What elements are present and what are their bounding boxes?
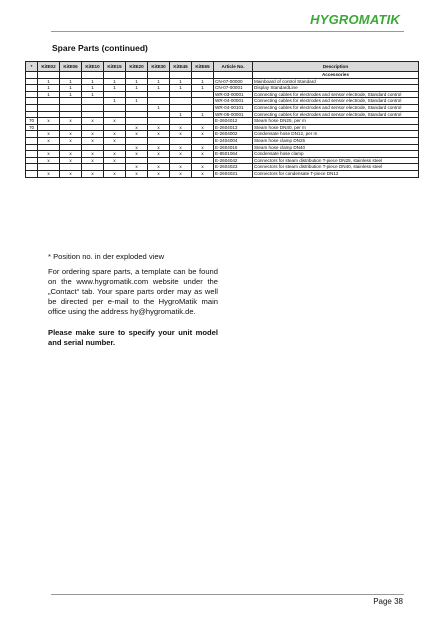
table-cell [170, 104, 192, 111]
table-cell [104, 72, 126, 79]
table-row [26, 144, 419, 151]
table-cell [148, 91, 170, 98]
table-cell [26, 72, 38, 79]
table-cell: x [192, 164, 214, 171]
table-cell: x [170, 144, 192, 151]
article-no-cell: WR-06-00001 [214, 111, 253, 118]
table-cell [126, 111, 148, 118]
table-cell [170, 98, 192, 105]
article-no-cell: E-2604002 [214, 131, 253, 138]
table-cell: 1 [82, 91, 104, 98]
table-cell: x [126, 151, 148, 158]
table-cell [82, 111, 104, 118]
table-cell [192, 137, 214, 144]
table-cell [26, 78, 38, 85]
model-serial-notice: Please make sure to specify your unit model and serial number. [48, 328, 218, 347]
table-cell [192, 104, 214, 111]
table-cell [82, 104, 104, 111]
description-cell: Condensate hose clamp [253, 151, 419, 158]
article-no-cell: WR-04-00101 [214, 104, 253, 111]
column-header: KitE45 [170, 62, 192, 72]
table-row [26, 157, 419, 164]
table-cell: 1 [170, 78, 192, 85]
table-cell [26, 131, 38, 138]
table-cell [26, 164, 38, 171]
description-cell: Condensate hose DN12, per m [253, 131, 419, 138]
table-cell [148, 72, 170, 79]
table-cell [126, 118, 148, 125]
table-cell: x [104, 170, 126, 177]
description-cell: Connectors for condensate T-piece DN12 [253, 170, 419, 177]
table-row [26, 85, 419, 92]
table-cell: 1 [192, 111, 214, 118]
table-cell [126, 72, 148, 79]
table-row [26, 78, 419, 85]
table-cell [82, 164, 104, 171]
table-cell [38, 111, 60, 118]
table-cell: 1 [126, 85, 148, 92]
logo-text: HYGROMATIK [310, 12, 400, 27]
article-no-cell: E-2604013 [214, 124, 253, 131]
table-cell [126, 157, 148, 164]
table-cell [26, 91, 38, 98]
table-cell [192, 118, 214, 125]
table-cell: 1 [148, 104, 170, 111]
table-row [26, 91, 419, 98]
table-cell: 1 [126, 98, 148, 105]
table-row [26, 124, 419, 131]
table-cell [38, 144, 60, 151]
table-cell [26, 170, 38, 177]
table-cell: x [82, 118, 104, 125]
table-cell [214, 72, 253, 79]
description-cell: Steam hose clamp DN25 [253, 137, 419, 144]
table-cell: x [38, 131, 60, 138]
table-cell [126, 137, 148, 144]
table-cell: x [148, 131, 170, 138]
table-cell: 1 [104, 85, 126, 92]
table-cell: x [192, 144, 214, 151]
table-cell: x [60, 151, 82, 158]
table-cell: x [170, 131, 192, 138]
description-cell: Steam hose DN40, per m [253, 124, 419, 131]
article-no-cell: CN-07-00000 [214, 78, 253, 85]
table-cell [60, 164, 82, 171]
article-no-cell: E-2604023 [214, 164, 253, 171]
footer-divider [51, 594, 404, 595]
table-cell [82, 72, 104, 79]
table-cell: 1 [60, 78, 82, 85]
column-header: Description [253, 62, 419, 72]
table-cell [104, 91, 126, 98]
table-cell [82, 124, 104, 131]
table-cell: 1 [60, 85, 82, 92]
table-cell: x [82, 170, 104, 177]
table-cell: 70 [26, 118, 38, 125]
description-cell: Connecting cables for electrodes and sensor electrode, Standard control [253, 111, 419, 118]
table-row [26, 118, 419, 125]
table-cell [148, 118, 170, 125]
table-cell [104, 104, 126, 111]
column-header: KitE02 [38, 62, 60, 72]
table-cell [26, 157, 38, 164]
table-cell: x [60, 131, 82, 138]
section-row [26, 72, 419, 79]
table-body [26, 72, 419, 178]
description-cell: Connecting cables for electrodes and sensor electrode, Standard control [253, 98, 419, 105]
table-cell [26, 85, 38, 92]
article-no-cell: E-2604012 [214, 118, 253, 125]
table-cell [104, 144, 126, 151]
table-row [26, 137, 419, 144]
table-cell: x [192, 170, 214, 177]
table-cell [170, 72, 192, 79]
table-cell: x [126, 164, 148, 171]
table-cell: x [148, 164, 170, 171]
table-cell: x [38, 118, 60, 125]
table-cell: 1 [82, 85, 104, 92]
table-cell [192, 91, 214, 98]
table-cell: x [192, 124, 214, 131]
table-cell: 1 [192, 85, 214, 92]
table-cell [26, 98, 38, 105]
table-row [26, 164, 419, 171]
description-cell: Connectors for steam distribution T-piece DN40, stainless steel [253, 164, 419, 171]
table-row [26, 170, 419, 177]
article-no-cell: WR-04-00001 [214, 98, 253, 105]
table-cell: x [104, 151, 126, 158]
table-cell [170, 137, 192, 144]
table-cell: 1 [104, 78, 126, 85]
table-cell: x [170, 124, 192, 131]
spare-parts-table [25, 61, 419, 178]
table-cell: x [38, 137, 60, 144]
table-cell: 1 [60, 91, 82, 98]
table-cell [126, 91, 148, 98]
table-cell [148, 98, 170, 105]
table-cell [82, 144, 104, 151]
table-cell: x [104, 137, 126, 144]
table-cell: x [38, 170, 60, 177]
description-cell: Steam hose DN25, per m [253, 118, 419, 125]
description-cell: Connecting cables for electrodes and sensor electrode, Standard control [253, 91, 419, 98]
table-cell: 1 [148, 85, 170, 92]
table-cell: x [82, 131, 104, 138]
table-cell: x [148, 170, 170, 177]
column-header: KitE06 [60, 62, 82, 72]
table-row [26, 98, 419, 105]
table-cell [60, 144, 82, 151]
table-cell [60, 98, 82, 105]
table-row [26, 131, 419, 138]
table-cell [170, 118, 192, 125]
table-cell [38, 164, 60, 171]
table-cell: 1 [38, 85, 60, 92]
column-header: KitE20 [126, 62, 148, 72]
table-cell [38, 104, 60, 111]
table-cell [192, 157, 214, 164]
table-cell: x [38, 151, 60, 158]
table-cell: x [170, 170, 192, 177]
table-cell: 1 [82, 78, 104, 85]
table-cell: x [38, 157, 60, 164]
footnote: * Position no. in der exploded view [48, 252, 165, 261]
section-label: Accessories [253, 72, 419, 79]
ordering-instructions: For ordering spare parts, a template can be found on the www.hygromatik.com website under the „Contact“ tab. Your spare parts order may as well be directed per e-mail to the HygroMatik main office using the address hy@hygromatik.de. [48, 267, 218, 316]
table-cell [170, 91, 192, 98]
table-cell: 1 [148, 78, 170, 85]
table-cell [26, 137, 38, 144]
table-cell: x [60, 137, 82, 144]
table-cell [60, 124, 82, 131]
table-cell: 1 [192, 78, 214, 85]
table-cell [148, 111, 170, 118]
table-cell [170, 157, 192, 164]
table-cell: x [192, 151, 214, 158]
table-cell: x [82, 157, 104, 164]
article-no-cell: E-8501064 [214, 151, 253, 158]
table-cell [60, 72, 82, 79]
table-cell [26, 151, 38, 158]
table-cell: x [126, 170, 148, 177]
table-row [26, 111, 419, 118]
table-cell: 1 [104, 98, 126, 105]
description-cell: Steam hose clamp DN40 [253, 144, 419, 151]
table-cell: 1 [126, 78, 148, 85]
table-cell [60, 111, 82, 118]
article-no-cell: E-2604016 [214, 144, 253, 151]
table-cell: 70 [26, 124, 38, 131]
description-cell: Mainboard of control Standard [253, 78, 419, 85]
table-cell [26, 111, 38, 118]
table-cell: x [104, 157, 126, 164]
table-row [26, 104, 419, 111]
table-cell: x [82, 151, 104, 158]
article-no-cell: E-2404004 [214, 137, 253, 144]
table-cell: x [104, 131, 126, 138]
table-cell [38, 98, 60, 105]
page-title: Spare Parts (continued) [52, 43, 148, 53]
table-cell: x [192, 131, 214, 138]
article-no-cell: E-2604021 [214, 170, 253, 177]
table-cell [104, 124, 126, 131]
table-cell [82, 98, 104, 105]
table-cell: x [60, 170, 82, 177]
table-cell: x [60, 157, 82, 164]
hygromatik-logo [310, 12, 400, 27]
table-cell: x [148, 144, 170, 151]
table-cell [26, 144, 38, 151]
table-cell [148, 157, 170, 164]
header-divider [51, 31, 404, 32]
table-cell: x [170, 151, 192, 158]
table-cell: 1 [38, 78, 60, 85]
column-header: Article No. [214, 62, 253, 72]
table-header-row [26, 62, 419, 72]
table-cell [192, 72, 214, 79]
table-cell: x [60, 118, 82, 125]
article-no-cell: E-2604042 [214, 157, 253, 164]
table-row [26, 151, 419, 158]
table-cell [38, 72, 60, 79]
table-cell: x [170, 164, 192, 171]
table-cell [148, 137, 170, 144]
table-cell: x [148, 151, 170, 158]
table-cell [126, 104, 148, 111]
description-cell: Connectors for steam distribution T-piece DN25, stainless steel [253, 157, 419, 164]
column-header: KitE30 [148, 62, 170, 72]
table-cell [38, 124, 60, 131]
column-header: KitE65 [192, 62, 214, 72]
table-cell [104, 164, 126, 171]
column-header: KitE10 [82, 62, 104, 72]
description-cell: Connecting cables for electrodes and sensor electrode, Standard control [253, 104, 419, 111]
table-cell [60, 104, 82, 111]
table-cell: x [82, 137, 104, 144]
table-cell: 1 [38, 91, 60, 98]
column-header: * [26, 62, 38, 72]
description-cell: Display StandardLine [253, 85, 419, 92]
table-cell [192, 98, 214, 105]
table-cell: x [126, 131, 148, 138]
table-cell: 1 [170, 85, 192, 92]
article-no-cell: CN-07-00001 [214, 85, 253, 92]
table-cell: x [148, 124, 170, 131]
article-no-cell: WR-03-00001 [214, 91, 253, 98]
table-cell: x [126, 124, 148, 131]
table-cell: x [126, 144, 148, 151]
column-header: KitE15 [104, 62, 126, 72]
table-cell [26, 104, 38, 111]
page-number: Page 38 [373, 597, 403, 606]
table-cell: x [104, 118, 126, 125]
table-cell [104, 111, 126, 118]
table-cell: 1 [170, 111, 192, 118]
